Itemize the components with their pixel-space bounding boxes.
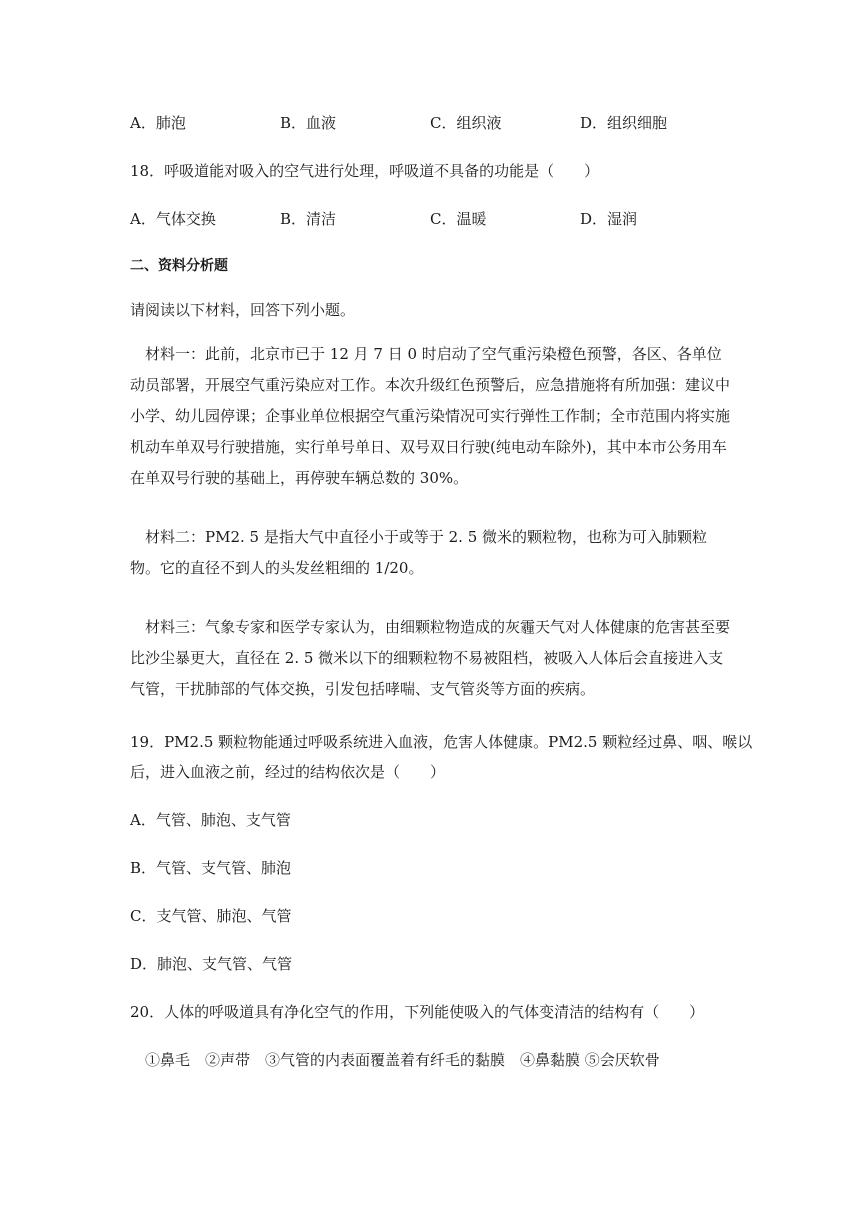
q19-stem-line1: 19．PM2.5 颗粒物能通过呼吸系统进入血液，危害人体健康。PM2.5 颗粒经过鼻、咽、喉以 (130, 733, 753, 751)
q18-stem: 18．呼吸道能对吸入的空气进行处理，呼吸道不具备的功能是（ ） (130, 162, 600, 180)
q19-option-a: A．气管、肺泡、支气管 (130, 811, 291, 829)
q18-option-c: C．温暖 (430, 210, 487, 228)
q17-option-d: D．组织细胞 (580, 114, 668, 132)
material-1: 材料一：此前，北京市已于 12 月 7 日 0 时启动了空气重污染橙色预警，各区、各单位动员部署，开展空气重污染应对工作。本次升级红色预警后，应急措施将有所加强：建议中小学、幼儿园停课；企事业单位根据空气重污染情况可实行弹性工作制；全市范围内将实施机动车单双号行驶措施，实行单号单日、双号双日行驶(纯电动车除外)，其中本市公务用车在单双号行驶的基础上，再停驶车辆总数的 30%。 (130, 345, 731, 487)
q19-stem-line2: 后，进入血液之前，经过的结构依次是（ ） (130, 763, 446, 781)
q17-option-b: B．血液 (280, 114, 337, 132)
q18-options (130, 208, 750, 229)
material-3: 材料三：气象专家和医学专家认为，由细颗粒物造成的灰霾天气对人体健康的危害甚至要比沙尘暴更大，直径在 2. 5 微米以下的细颗粒物不易被阻档，被吸入人体后会直接进入支气管，干扰肺部的气体交换，引发包括哮喘、支气管炎等方面的疾病。 (130, 618, 731, 698)
q17-option-c: C．组织液 (430, 114, 502, 132)
q19-option-b: B．气管、支气管、肺泡 (130, 859, 292, 877)
q18-option-b: B．清洁 (280, 210, 337, 228)
q18-option-d: D．湿润 (580, 210, 638, 228)
material-2: 材料二：PM2. 5 是指大气中直径小于或等于 2. 5 微米的颗粒物，也称为可入肺颗粒物。它的直径不到人的头发丝粗细的 1/20。 (130, 528, 708, 577)
q19-option-c: C．支气管、肺泡、气管 (130, 907, 292, 925)
q17-options (130, 112, 750, 133)
q18-option-a: A．气体交换 (130, 210, 216, 228)
section-heading: 二、资料分析题 (130, 258, 228, 274)
q19-option-d: D．肺泡、支气管、气管 (130, 955, 293, 973)
q17-option-a: A．肺泡 (130, 114, 186, 132)
q20-stem: 20．人体的呼吸道具有净化空气的作用，下列能使吸入的气体变清洁的结构有（ ） (130, 1003, 705, 1021)
q20-items: ①鼻毛 ②声带 ③气管的内表面覆盖着有纤毛的黏膜 ④鼻黏膜 ⑤会厌软骨 (145, 1051, 660, 1069)
section-intro: 请阅读以下材料，回答下列小题。 (130, 301, 356, 319)
